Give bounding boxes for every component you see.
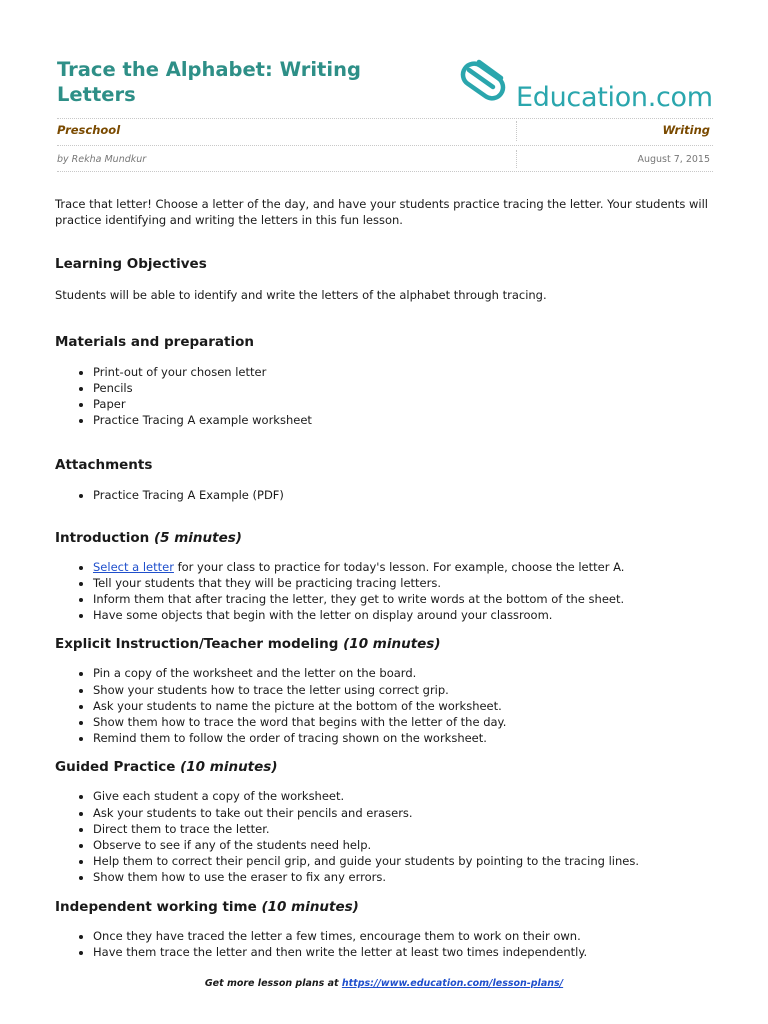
independent-list: [55, 928, 715, 960]
list-item: • Direct them to trace the letter.: [93, 821, 715, 837]
meta-separator-2: [516, 150, 517, 168]
intro-paragraph: Trace that letter! Choose a letter of the day, and have your students practice tracing the letter. Your students will practice identifying and writing the letters in this fun lesson.: [55, 197, 708, 228]
introduction-duration: (5 minutes): [153, 529, 242, 546]
explicit-list: [55, 665, 715, 746]
list-item: • Have some objects that begin with the letter on display around your classroom.: [93, 607, 715, 623]
attachments-list: [55, 487, 715, 503]
header-divider-top: [57, 118, 713, 119]
header-divider-bottom: [57, 171, 713, 172]
explicit-heading: [55, 635, 715, 653]
explicit-duration: (10 minutes): [343, 636, 441, 653]
attachments-heading: Attachments: [55, 457, 153, 474]
objectives-text: Students will be able to identify and write the letters of the alphabet through tracing.: [55, 288, 547, 303]
publish-date: August 7, 2015: [637, 154, 710, 165]
objectives-heading: Learning Objectives: [55, 256, 207, 273]
materials-heading: Materials and preparation: [55, 333, 254, 350]
page-title: Trace the Alphabet: Writing Letters: [57, 58, 361, 106]
list-item: • Ask your students to take out their pencils and erasers.: [93, 805, 715, 821]
independent-heading: [55, 898, 715, 916]
category-label: Preschool: [57, 123, 121, 137]
list-item: • Once they have traced the letter a few times, encourage them to work on their own.: [93, 928, 715, 944]
lesson-content: [55, 196, 715, 960]
list-item: • Show your students how to trace the letter using correct grip.: [93, 682, 715, 698]
introduction-list: [55, 559, 715, 624]
list-item: • Have them trace the letter and then write the letter at least two times independently.: [93, 944, 715, 960]
guided-list: [55, 788, 715, 885]
select-letter-link[interactable]: Select a letter: [93, 559, 174, 574]
list-item: • Inform them that after tracing the letter, they get to write words at the bottom of the sheet.: [93, 591, 715, 607]
list-item: • Pencils: [93, 380, 715, 396]
guided-duration: (10 minutes): [180, 759, 278, 776]
list-item: [93, 559, 715, 575]
header-divider-mid: [57, 145, 713, 146]
attachment-item: • Practice Tracing A Example (PDF): [93, 487, 715, 503]
list-item-text: for your class to practice for today's lesson. For example, choose the letter A.: [173, 559, 625, 574]
list-item: • Show them how to use the eraser to fix any errors.: [93, 869, 715, 885]
list-item: • Observe to see if any of the students need help.: [93, 837, 715, 853]
list-item: • Paper: [93, 396, 715, 412]
footer-text: Get more lesson plans at: [204, 978, 342, 989]
list-item: • Show them how to trace the word that begins with the letter of the day.: [93, 714, 715, 730]
list-item: • Remind them to follow the order of tracing shown on the worksheet.: [93, 730, 715, 746]
independent-heading-label: Independent working time: [55, 898, 257, 915]
guided-heading: [55, 758, 715, 776]
introduction-heading: [55, 529, 715, 547]
logo-wordmark: Education.com: [516, 82, 713, 113]
guided-heading-label: Guided Practice: [55, 759, 176, 776]
subject-label: Writing: [662, 123, 710, 137]
meta-separator: [516, 121, 517, 141]
author-byline: by Rekha Mundkur: [57, 154, 147, 165]
materials-list: [55, 364, 715, 429]
list-item: • Help them to correct their pencil grip, and guide your students by pointing to the tracing lines.: [93, 853, 715, 869]
lesson-plans-link[interactable]: https://www.education.com/lesson-plans/: [341, 978, 564, 989]
list-item: • Ask your students to name the picture at the bottom of the worksheet.: [93, 698, 715, 714]
list-item: • Tell your students that they will be practicing tracing letters.: [93, 575, 715, 591]
list-item: • Practice Tracing A example worksheet: [93, 412, 715, 428]
independent-duration: (10 minutes): [261, 898, 359, 915]
list-item: • Pin a copy of the worksheet and the letter on the board.: [93, 665, 715, 681]
explicit-heading-label: Explicit Instruction/Teacher modeling: [55, 636, 339, 653]
introduction-heading-label: Introduction: [55, 529, 150, 546]
list-item: • Give each student a copy of the worksheet.: [93, 788, 715, 804]
list-item: • Print-out of your chosen letter: [93, 364, 715, 380]
footer: [0, 978, 768, 989]
